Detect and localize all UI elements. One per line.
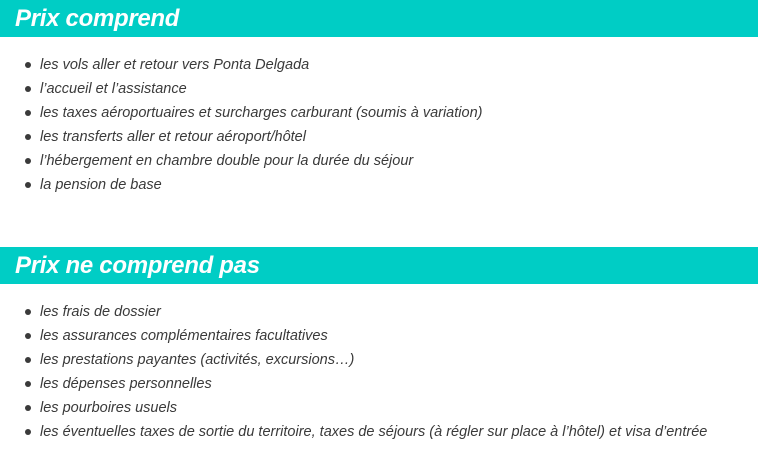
- list-item-text: les dépenses personnelles: [40, 376, 212, 392]
- included-item-board: [0, 173, 482, 197]
- bullet-icon: [25, 134, 31, 140]
- included-section-header: [0, 0, 758, 37]
- list-item-text: les éventuelles taxes de sortie du territoire, taxes de séjours (à régler sur place à l’hôtel) et visa d’entrée: [40, 424, 708, 440]
- bullet-icon: [25, 405, 31, 411]
- included-item-accommodation: [0, 149, 482, 173]
- bullet-icon: [25, 110, 31, 116]
- excluded-items-list: [0, 300, 707, 444]
- included-section-title: Prix comprend: [15, 5, 180, 32]
- list-item-text: les frais de dossier: [40, 304, 161, 320]
- excluded-item-insurance: [0, 324, 707, 348]
- list-item-text: les assurances complémentaires facultatives: [40, 328, 328, 344]
- bullet-icon: [25, 309, 31, 315]
- bullet-icon: [25, 333, 31, 339]
- bullet-icon: [25, 357, 31, 363]
- included-item-flights: [0, 53, 482, 77]
- bullet-icon: [25, 86, 31, 92]
- excluded-item-paid-services: [0, 348, 707, 372]
- excluded-section-header: [0, 247, 758, 284]
- included-items-list: [0, 53, 482, 197]
- excluded-item-personal-expenses: [0, 372, 707, 396]
- excluded-item-fees: [0, 300, 707, 324]
- bullet-icon: [25, 182, 31, 188]
- excluded-item-tips: [0, 396, 707, 420]
- excluded-item-exit-taxes: [0, 420, 707, 444]
- included-item-taxes: [0, 101, 482, 125]
- bullet-icon: [25, 381, 31, 387]
- bullet-icon: [25, 158, 31, 164]
- excluded-section-title: Prix ne comprend pas: [15, 252, 260, 279]
- list-item-text: les taxes aéroportuaires et surcharges carburant (soumis à variation): [40, 105, 483, 121]
- list-item-text: l’hébergement en chambre double pour la durée du séjour: [40, 153, 414, 169]
- list-item-text: les pourboires usuels: [40, 400, 178, 416]
- list-item-text: les vols aller et retour vers Ponta Delgada: [40, 57, 310, 73]
- list-item-text: les prestations payantes (activités, excursions…): [40, 352, 355, 368]
- list-item-text: les transferts aller et retour aéroport/hôtel: [40, 129, 306, 145]
- included-item-transfers: [0, 125, 482, 149]
- list-item-text: la pension de base: [40, 177, 162, 193]
- bullet-icon: [25, 62, 31, 68]
- bullet-icon: [25, 429, 31, 435]
- list-item-text: l’accueil et l’assistance: [40, 81, 187, 97]
- included-item-welcome: [0, 77, 482, 101]
